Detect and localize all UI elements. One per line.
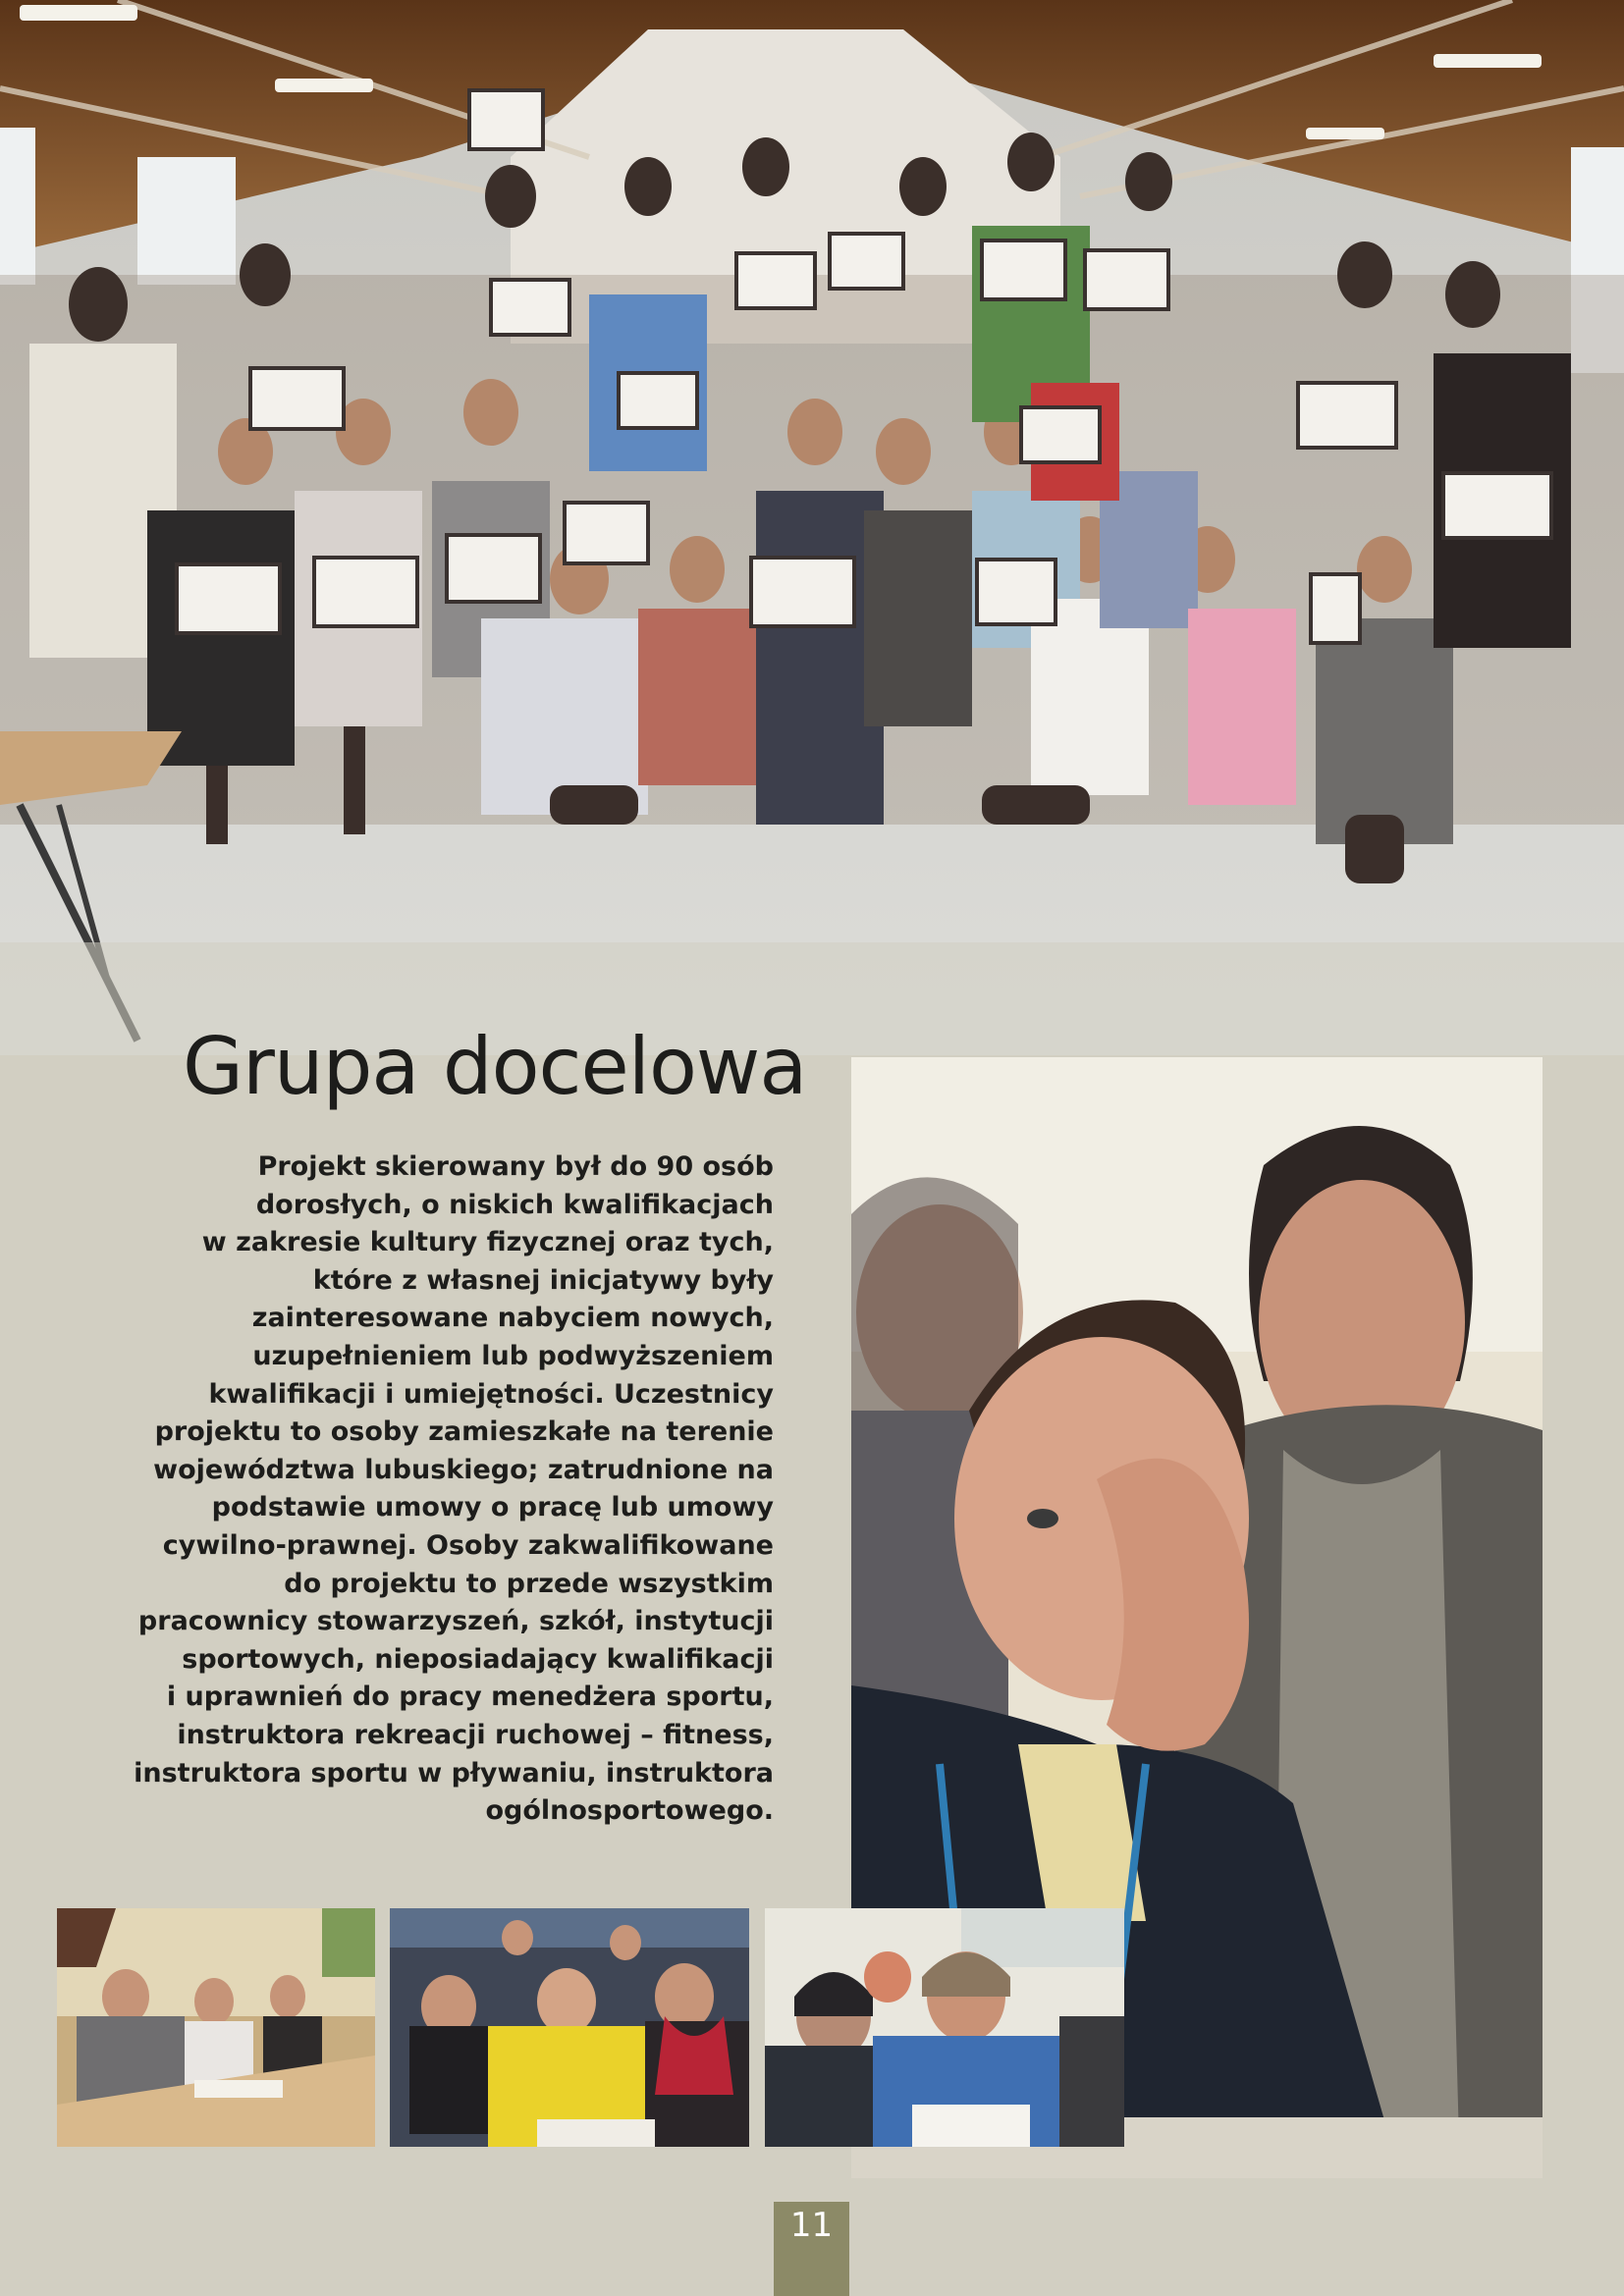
page-number: 11: [774, 2202, 849, 2296]
body-line: i uprawnień do pracy menedżera sportu,: [166, 1682, 774, 1713]
page-title: Grupa docelowa: [183, 1021, 807, 1112]
seminar-photo-2: [390, 1908, 749, 2147]
body-line: kwalifikacji i umiejętności. Uczestnicy: [208, 1378, 774, 1410]
body-line: województwa lubuskiego; zatrudnione na: [153, 1454, 774, 1485]
body-line: uzupełnieniem lub podwyższeniem: [252, 1340, 774, 1371]
body-line: dorosłych, o niskich kwalifikacjach: [255, 1189, 774, 1220]
seminar-photo-1: [57, 1908, 375, 2147]
body-line: instruktora rekreacji ruchowej – fitness,: [177, 1719, 774, 1750]
group-photo: [0, 0, 1624, 1055]
seminar-photo-3: [765, 1908, 1124, 2147]
body-line: Projekt skierowany był do 90 osób: [257, 1151, 774, 1182]
body-line: ogólnosportowego.: [485, 1795, 774, 1827]
body-line: pracownicy stowarzyszeń, szkół, instytucji: [137, 1606, 774, 1637]
body-line: instruktora sportu w pływaniu, instruktora: [134, 1757, 774, 1789]
body-line: w zakresie kultury fizycznej oraz tych,: [201, 1227, 774, 1258]
body-line: zainteresowane nabyciem nowych,: [251, 1303, 774, 1334]
body-line: które z własnej inicjatywy były: [312, 1264, 774, 1296]
body-line: sportowych, nieposiadający kwalifikacji: [182, 1643, 774, 1675]
body-line: do projektu to przede wszystkim: [284, 1568, 774, 1599]
body-line: projektu to osoby zamieszkałe na terenie: [154, 1416, 774, 1448]
body-paragraph: [118, 1148, 774, 1831]
body-line: cywilno-prawnej. Osoby zakwalifikowane: [162, 1529, 774, 1561]
body-line: podstawie umowy o pracę lub umowy: [211, 1492, 774, 1523]
